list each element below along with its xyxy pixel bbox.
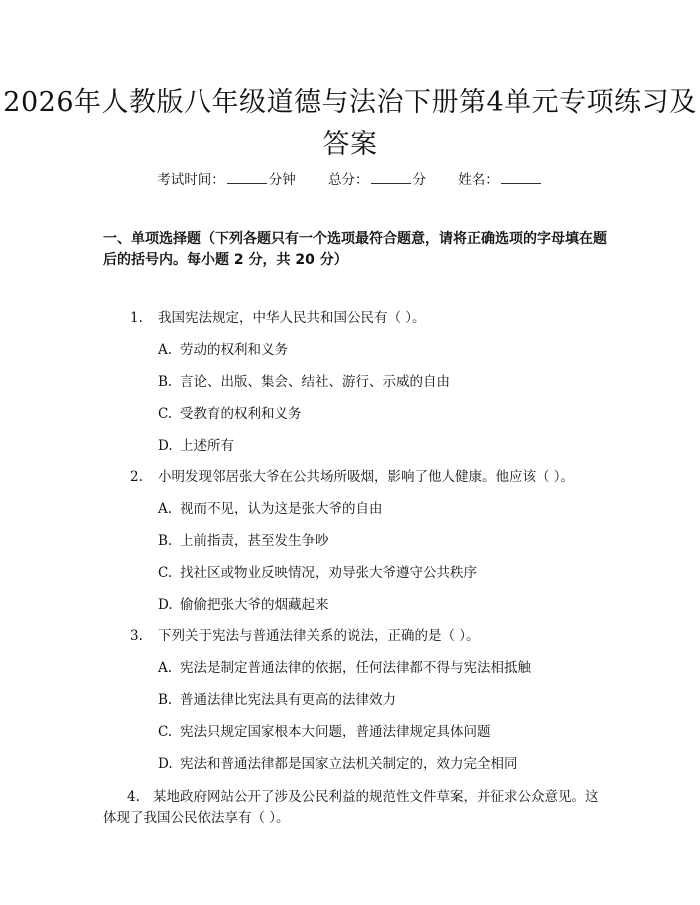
exam-time-unit: 分钟 [268,172,296,188]
question-1-option-a [158,341,288,359]
option-text: 上前指责，甚至发生争吵 [180,533,329,549]
option-text: 言论、出版、集会、结社、游行、示威的自由 [180,374,450,390]
name-field [458,168,543,188]
question-2-option-a [158,500,383,518]
question-number: 1. [130,310,143,326]
option-letter: B. [158,533,173,549]
question-2-option-d [158,596,329,614]
exam-time-field [157,168,296,188]
option-text: 劳动的权利和义务 [180,342,288,358]
question-number: 4. [127,789,140,805]
option-letter: B. [158,374,173,390]
total-score-field [328,168,426,188]
option-text: 宪法只规定国家根本大问题，普通法律规定具体问题 [180,724,491,740]
question-text: 我国宪法规定，中华人民共和国公民有（ ）。 [158,310,426,326]
exam-meta [0,168,700,188]
option-letter: D. [158,438,173,454]
question-3 [130,627,480,645]
question-2-option-b [158,532,329,550]
question-3-option-d [158,755,518,773]
question-3-option-c [158,723,491,741]
name-label: 姓名： [458,172,499,188]
option-letter: C. [158,724,173,740]
option-text: 偷偷把张大爷的烟藏起来 [180,597,329,613]
question-1-option-c [158,405,302,423]
question-number: 2. [130,469,143,485]
option-letter: B. [158,692,173,708]
option-text: 上述所有 [180,438,234,454]
total-score-unit: 分 [412,172,426,188]
option-letter: D. [158,597,173,613]
option-letter: A. [158,501,173,517]
option-text: 普通法律比宪法具有更高的法律效力 [180,692,396,708]
option-letter: A. [158,660,173,676]
question-number: 3. [130,628,143,644]
question-text: 小明发现邻居张大爷在公共场所吸烟，影响了他人健康。他应该（ ）。 [158,469,575,485]
name-blank [501,171,541,184]
option-letter: D. [158,756,173,772]
option-letter: C. [158,565,173,581]
total-score-label: 总分： [328,172,369,188]
option-text: 受教育的权利和义务 [180,406,302,422]
question-2-option-c [158,564,477,582]
question-text: 某地政府网站公开了涉及公民利益的规范性文件草案，并征求公众意见。这体现了我国公民依法享有（ ）。 [103,789,599,826]
exam-time-blank [227,171,267,184]
question-text: 下列关于宪法与普通法律关系的说法，正确的是（ ）。 [158,628,480,644]
question-1-option-d [158,437,234,455]
option-text: 找社区或物业反映情况，劝导张大爷遵守公共秩序 [180,565,477,581]
total-score-blank [371,171,411,184]
option-text: 宪法是制定普通法律的依据，任何法律都不得与宪法相抵触 [180,660,531,676]
exam-time-label: 考试时间： [157,172,225,188]
question-1 [130,309,426,327]
question-1-option-b [158,373,450,391]
page-title: 2026年人教版八年级道德与法治下册第4单元专项练习及答案 [3,87,697,160]
question-3-option-a [158,659,531,677]
question-3-option-b [158,691,396,709]
option-letter: C. [158,406,173,422]
option-text: 视而不见，认为这是张大爷的自由 [180,501,383,517]
question-2 [130,468,574,486]
option-letter: A. [158,342,173,358]
section-heading: 一、单项选择题（下列各题只有一个选项最符合题意，请将正确选项的字母填在题后的括号内。每小题 2 分，共 20 分） [103,231,607,268]
option-text: 宪法和普通法律都是国家立法机关制定的，效力完全相同 [180,756,518,772]
question-4 [103,787,608,829]
